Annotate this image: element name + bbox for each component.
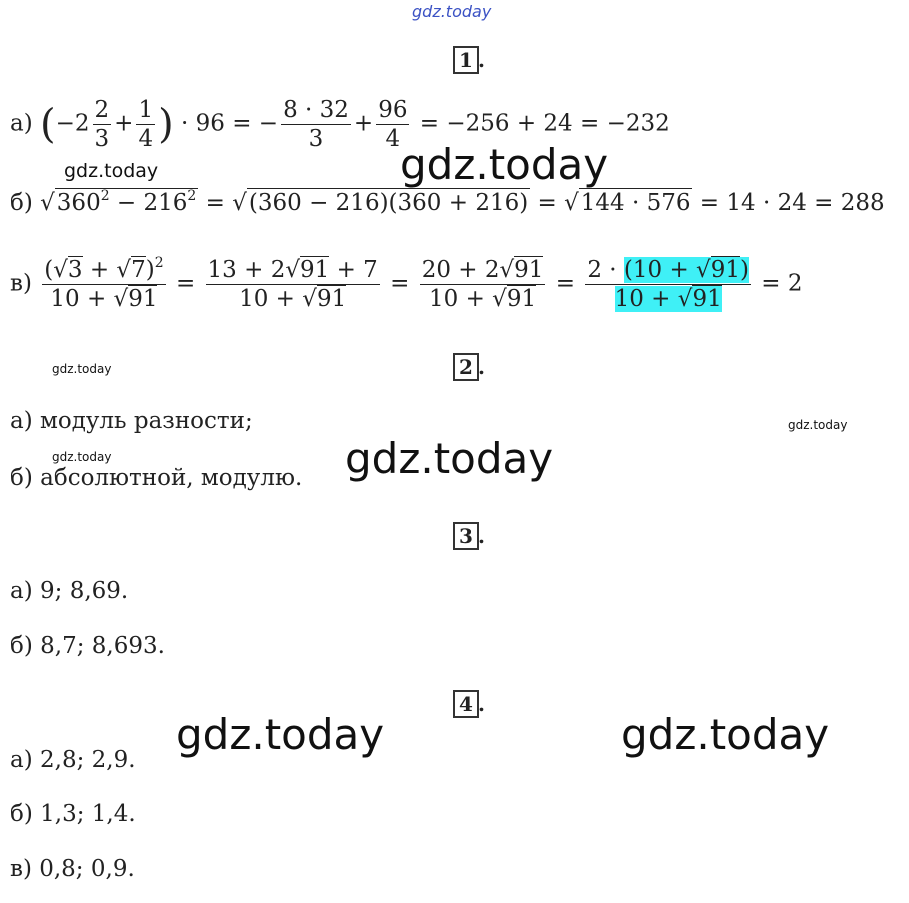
- watermark-top: gdz.today: [412, 2, 492, 21]
- task-1v-label: в): [10, 270, 32, 297]
- watermark-large-2: gdz.today: [345, 434, 554, 483]
- watermark-large-3: gdz.today: [176, 710, 385, 759]
- task-1b-label: б): [10, 190, 33, 216]
- task-1a-label: а): [10, 110, 33, 137]
- task-3a: а) 9; 8,69.: [10, 578, 129, 604]
- task-1v-result: = 2: [761, 270, 803, 297]
- watermark-large-1: gdz.today: [400, 140, 609, 189]
- watermark-large-4: gdz.today: [621, 710, 830, 759]
- task-3b: б) 8,7; 8,693.: [10, 633, 165, 659]
- section-4-dot: .: [478, 692, 485, 716]
- section-1-dot: .: [478, 48, 485, 72]
- section-1-number-text: 1: [459, 48, 473, 72]
- task-1v: в) $\frac{(√3 + √7)^2}{10 + √91}$ = $\frac{13 + 2√91 + 7}{10 + √91}$ = $\frac{20 + 2√91}{10 + √91}$ = $\frac{2 \cdot (10 + √91)}{10 + √91}$ = 2: [10, 255, 803, 312]
- section-2-number: [453, 353, 479, 381]
- watermark-small-1: gdz.today: [52, 362, 112, 376]
- task-1a: а) (−2 $\frac{2}{3}$ + $\frac{1}{4}$ ) · 96 = − $\frac{8 \cdot 32}{3}$ + $\frac{96}{4}$ = −256 + 24 = −232: [10, 97, 670, 152]
- section-2-dot: .: [478, 355, 485, 379]
- section-4-number: [453, 690, 479, 718]
- section-1-number: [453, 46, 479, 74]
- highlight-numerator: (10 + √91): [623, 257, 749, 283]
- highlight-denominator: 10 + √91: [614, 286, 722, 312]
- task-4b: б) 1,3; 1,4.: [10, 801, 136, 827]
- watermark-small-3: gdz.today: [52, 450, 112, 464]
- watermark-small-2: gdz.today: [788, 418, 848, 432]
- section-4-number-text: 4: [459, 692, 473, 716]
- section-3-dot: .: [478, 524, 485, 548]
- task-1a-result: = −256 + 24 = −232: [419, 110, 670, 137]
- task-4a: а) 2,8; 2,9.: [10, 747, 136, 773]
- section-3-number-text: 3: [459, 524, 473, 548]
- task-1b: б) $√360^2 - 216^2 = √(360 - 216)(360 + 216) = √144 \cdot 576 = 14 \cdot 24 = 288$: [10, 188, 885, 216]
- section-2-number-text: 2: [459, 355, 473, 379]
- watermark-medium-1: gdz.today: [64, 160, 159, 182]
- section-3-number: [453, 522, 479, 550]
- task-1b-result: = 14 · 24 = 288: [699, 190, 885, 216]
- task-2b: б) абсолютной, модулю.: [10, 465, 303, 491]
- task-4v: в) 0,8; 0,9.: [10, 856, 135, 882]
- task-2a: а) модуль разности;: [10, 408, 253, 434]
